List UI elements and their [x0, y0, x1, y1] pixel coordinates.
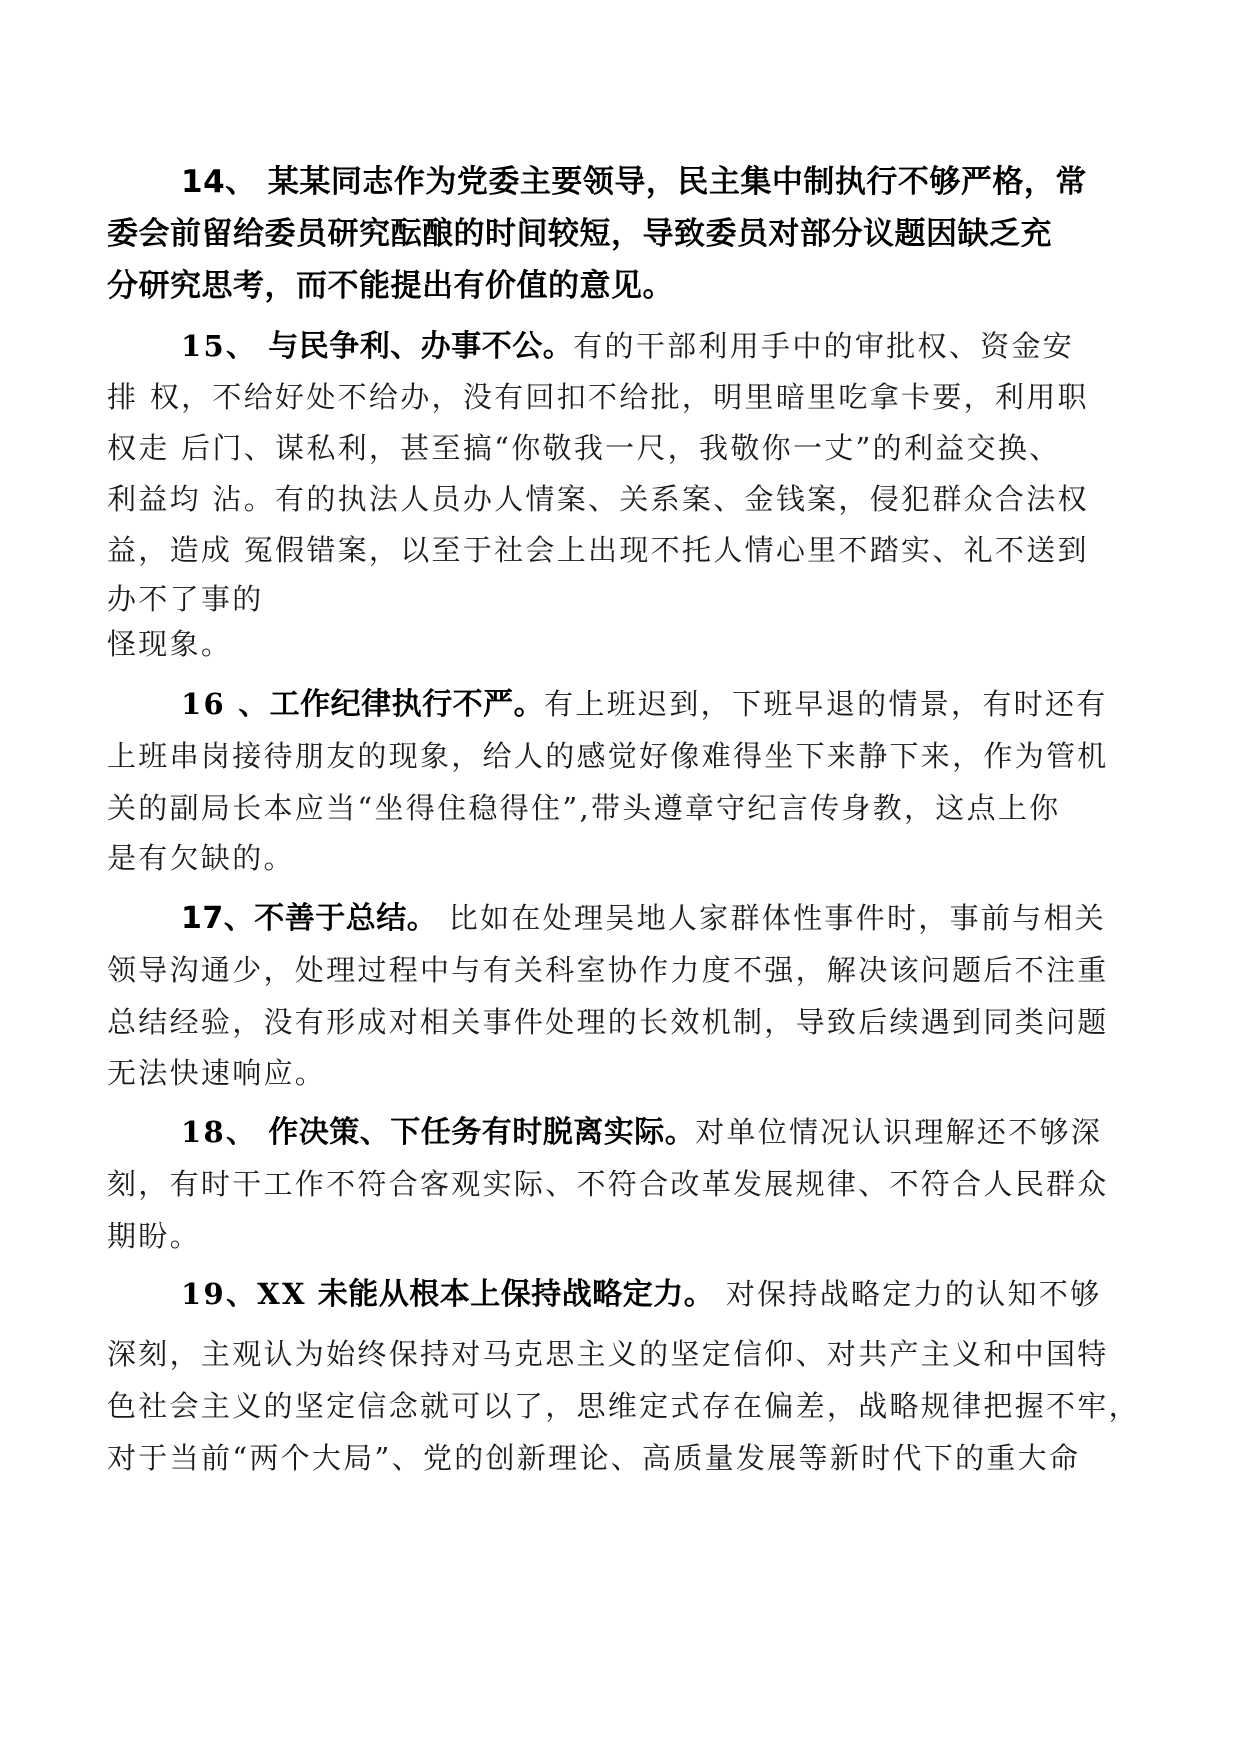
item19-heading: 未能从根本上保持战略定力。	[306, 1277, 715, 1312]
item14-line-1: 14、 某某同志作为党委主要领导，民主集中制执行不够严格，常	[181, 164, 1087, 200]
item15-line-5: 益，造成 冤假错案，以至于社会上出现不托人情心里不踏实、礼不送到	[107, 533, 1089, 567]
item15-first-text: 有的干部利用手中的审批权、资金安	[573, 329, 1075, 363]
item17-heading: 17、不善于总结。	[181, 901, 438, 936]
item16-heading: 工作纪律执行不严。	[269, 687, 545, 722]
item16-number: 16 、	[181, 687, 270, 721]
item18-line-3: 期盼。	[107, 1219, 201, 1253]
item15-heading: 与民争利、办事不公。	[257, 329, 574, 364]
item16-line-4: 是有欠缺的。	[107, 841, 295, 875]
item18-heading: 作决策、下任务有时脱离实际。	[257, 1115, 696, 1150]
item15-line-7: 怪现象。	[107, 627, 233, 661]
item18-line-2: 刻，有时干工作不符合客观实际、不符合改革发展规律、不符合人民群众	[107, 1167, 1109, 1201]
item15-line-3: 权走 后门、谋私利，甚至搞“你敬我一尺，我敬你一丈”的利益交换、	[107, 431, 1061, 465]
item19-first-text: 对保持战略定力的认知不够	[714, 1277, 1102, 1311]
item17-line-4: 无法快速响应。	[107, 1056, 327, 1090]
item16-line-2: 上班串岗接待朋友的现象，给人的感觉好像难得坐下来静下来，作为管机	[107, 739, 1109, 773]
item15-line-2: 排 权，不给好处不给办，没有回扣不给批，明里暗里吃拿卡要，利用职	[107, 380, 1089, 414]
item19-number: 19、XX	[181, 1277, 307, 1311]
item15-first-line	[181, 326, 1074, 367]
item18-first-line	[181, 1112, 1102, 1153]
item19-first-line	[181, 1274, 1101, 1315]
item17-first-line	[181, 898, 1106, 939]
item19-line-2: 深刻，主观认为始终保持对马克思主义的坚定信仰、对共产主义和中国特	[107, 1337, 1109, 1371]
item19-line-3: 色社会主义的坚定信念就可以了，思维定式存在偏差，战略规律把握不牢，	[107, 1389, 1140, 1423]
item14-line-2: 委会前留给委员研究酝酿的时间较短，导致委员对部分议题因缺乏充	[107, 216, 1052, 252]
item15-line-4: 利益均 沾。有的执法人员办人情案、关系案、金钱案，侵犯群众合法权	[107, 482, 1089, 516]
item17-line-3: 总结经验，没有形成对相关事件处理的长效机制，导致后续遇到同类问题	[107, 1005, 1109, 1039]
item15-number: 15、	[181, 329, 258, 363]
item17-first-text: 比如在处理吴地人家群体性事件时，事前与相关	[437, 901, 1107, 935]
item16-first-text: 有上班迟到，下班早退的情景，有时还有	[544, 687, 1108, 721]
item16-line-3: 关的副局长本应当“坐得住稳得住”,带头遵章守纪言传身教，这点上你	[107, 791, 1061, 825]
item18-number: 18、	[181, 1115, 258, 1149]
item15-line-6: 办不了事的	[107, 582, 264, 616]
item18-first-text: 对单位情况认识理解还不够深	[695, 1115, 1103, 1149]
item16-first-line	[181, 684, 1108, 725]
item14-line-3: 分研究思考，而不能提出有价值的意见。	[107, 268, 674, 304]
item19-line-4: 对于当前“两个大局”、党的创新理论、高质量发展等新时代下的重大命	[107, 1441, 1081, 1475]
item17-line-2: 领导沟通少，处理过程中与有关科室协作力度不强，解决该问题后不注重	[107, 953, 1109, 987]
